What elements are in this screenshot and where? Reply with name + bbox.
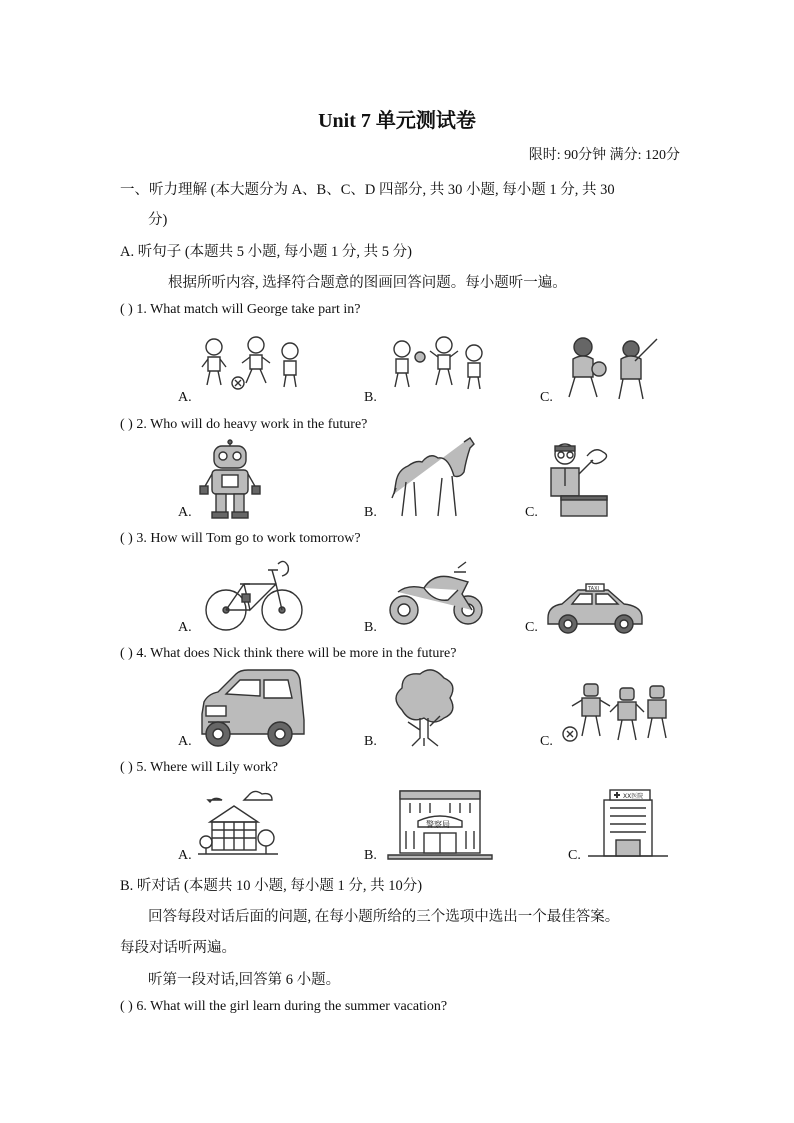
robots-playing-icon [562, 684, 670, 746]
robot-icon [200, 440, 260, 520]
soccer-kids-icon [200, 335, 310, 395]
camel-icon [392, 438, 482, 520]
baseball-players-icon [565, 335, 660, 403]
question-3: ( ) 3. How will Tom go to work tomorrow? [120, 531, 361, 546]
police-station-icon [388, 785, 492, 861]
part-b-heading: B. 听对话 (本题共 10 小题, 每小题 1 分, 共 10分) [120, 878, 423, 894]
q3-option-b: B. [364, 620, 377, 635]
part-b-instruction-cont: 每段对话听两遍。 [120, 940, 236, 956]
police-sign: 警察局 [426, 820, 450, 829]
house-icon [198, 790, 278, 858]
section-1-heading-cont: 分) [148, 212, 168, 228]
q1-option-a: A. [178, 390, 192, 405]
q5-option-a: A. [178, 848, 192, 863]
taxi-sign: TAXI [588, 586, 599, 592]
question-5: ( ) 5. Where will Lily work? [120, 760, 278, 775]
taxi-icon [546, 584, 644, 634]
part-a-heading: A. 听句子 (本题共 5 小题, 每小题 1 分, 共 5 分) [120, 244, 413, 260]
q4-option-c: C. [540, 734, 553, 749]
hospital-sign: XX医院 [623, 793, 644, 800]
q4-option-b: B. [364, 734, 377, 749]
q5-option-b: B. [364, 848, 377, 863]
tree-icon [392, 670, 456, 746]
time-limit: 限时: 90分钟 满分: 120分 [528, 148, 680, 163]
hospital-icon [588, 788, 668, 860]
q2-option-c: C. [525, 505, 538, 520]
motorcycle-icon [388, 562, 484, 628]
teacher-icon [547, 440, 617, 518]
q3-option-c: C. [525, 620, 538, 635]
q5-option-c: C. [568, 848, 581, 863]
q1-option-c: C. [540, 390, 553, 405]
part-a-instruction: 根据所听内容, 选择符合题意的图画回答问题。每小题听一遍。 [168, 275, 567, 291]
dialogue-1-note: 听第一段对话,回答第 6 小题。 [148, 972, 341, 988]
q1-option-b: B. [364, 390, 377, 405]
q2-option-b: B. [364, 505, 377, 520]
part-b-instruction: 回答每段对话后面的问题, 在每小题所给的三个选项中选出一个最佳答案。 [148, 909, 620, 925]
basketball-kids-icon [390, 335, 490, 395]
question-6: ( ) 6. What will the girl learn during the summer vacation? [120, 999, 448, 1014]
question-4: ( ) 4. What does Nick think there will be more in the future? [120, 646, 457, 661]
q3-option-a: A. [178, 620, 192, 635]
q2-option-a: A. [178, 505, 192, 520]
question-2: ( ) 2. Who will do heavy work in the future? [120, 417, 368, 432]
page-title: Unit 7 单元测试卷 [318, 110, 476, 132]
question-1: ( ) 1. What match will George take part in? [120, 302, 361, 317]
q4-option-a: A. [178, 734, 192, 749]
bicycle-icon [206, 556, 302, 634]
section-1-heading: 一、听力理解 (本大题分为 A、B、C、D 四部分, 共 30 小题, 每小题 1 分, 共 30 [120, 182, 615, 198]
car-icon [198, 670, 304, 748]
